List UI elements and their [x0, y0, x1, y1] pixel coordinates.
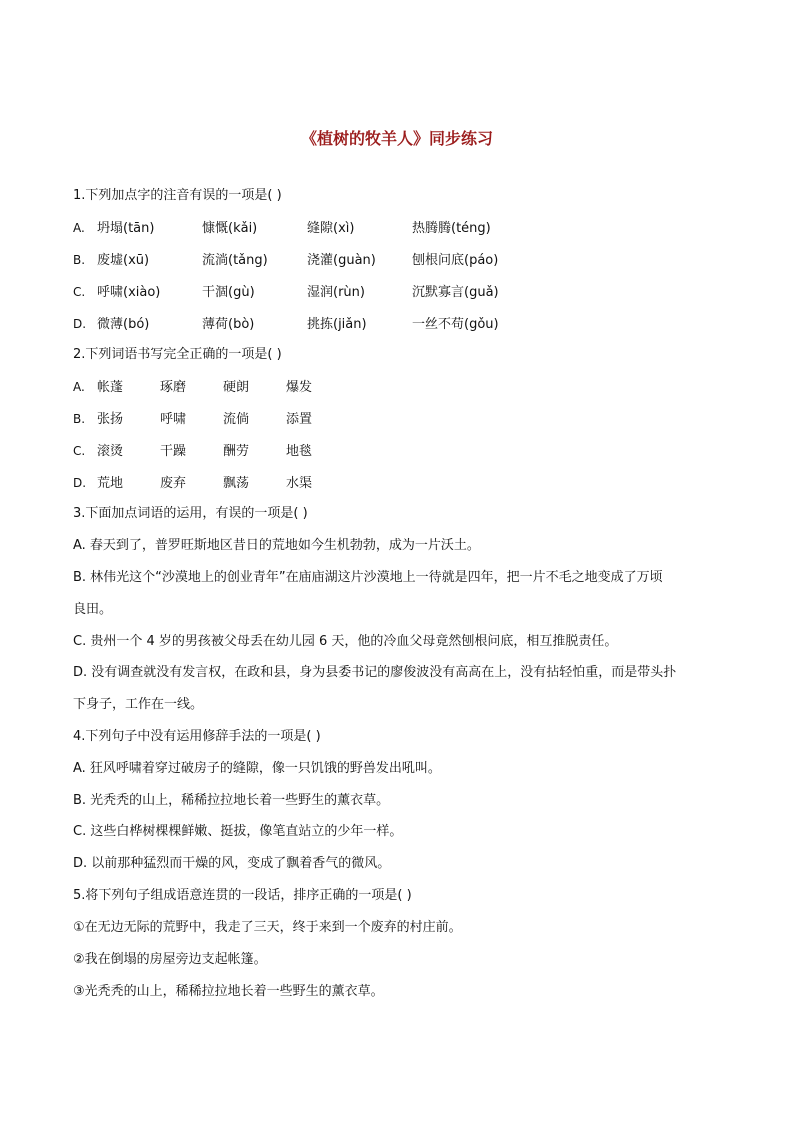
- question-4-option-d: D. 以前那种猛烈而干燥的风，变成了飘着香气的微风。: [73, 856, 391, 871]
- option-label: B.: [73, 253, 86, 267]
- option-item: 流倘: [223, 412, 250, 427]
- question-1-option-d: [73, 315, 499, 334]
- option-item: 水渠: [286, 476, 313, 491]
- option-label: C.: [73, 444, 86, 458]
- question-2-stem: 2.下列词语书写完全正确的一项是( ): [73, 347, 282, 362]
- question-2-option-c: [73, 442, 312, 461]
- option-item: 爆发: [286, 380, 313, 395]
- option-label: A.: [73, 221, 85, 235]
- question-3-option-b-line-1: B. 林伟光这个“沙漠地上的创业青年”在庙庙湖这片沙漠地上一待就是四年，把一片不毛之地变成了万顷: [73, 570, 663, 585]
- option-item: 酬劳: [223, 444, 250, 459]
- option-item: 热腾腾(téng): [412, 221, 491, 236]
- question-4-option-c: C. 这些白桦树棵棵鲜嫩、挺拔，像笔直站立的少年一样。: [73, 824, 403, 839]
- question-3-option-d-line-1: D. 没有调查就没有发言权，在政和县，身为县委书记的廖俊波没有高高在上，没有拈轻怕重，而是带头扑: [73, 665, 677, 680]
- option-item: 琢磨: [160, 380, 187, 395]
- option-item: 张扬: [97, 412, 124, 427]
- page-title: 《植树的牧羊人》同步练习: [300, 129, 493, 148]
- option-item: 地毯: [286, 444, 313, 459]
- question-1-option-b: [73, 251, 498, 270]
- question-2-option-d: [73, 474, 312, 493]
- question-3-stem: 3.下面加点词语的运用，有误的一项是( ): [73, 506, 308, 521]
- question-1-stem: 1.下列加点字的注音有误的一项是( ): [73, 188, 282, 203]
- option-item: 呼啸: [160, 412, 187, 427]
- option-item: 一丝不苟(gǒu): [412, 317, 499, 332]
- option-item: 硬朗: [223, 380, 250, 395]
- question-4-option-b: B. 光秃秃的山上，稀稀拉拉地长着一些野生的薰衣草。: [73, 793, 390, 808]
- question-3-option-d-line-2: 下身子，工作在一线。: [73, 697, 204, 712]
- option-item: 废弃: [160, 476, 187, 491]
- question-3-option-c: C. 贵州一个 4 岁的男孩被父母丢在幼儿园 6 天，他的冷血父母竟然刨根问底，相互推脱责任。: [73, 634, 618, 649]
- option-item: 废墟(xū): [97, 253, 150, 268]
- option-item: 缝隙(xì): [307, 221, 355, 236]
- option-item: 帐蓬: [97, 380, 124, 395]
- question-5-sentence-3: ③光秃秃的山上，稀稀拉拉地长着一些野生的薰衣草。: [73, 984, 384, 999]
- option-label: D.: [73, 476, 87, 490]
- option-label: A.: [73, 380, 85, 394]
- option-item: 干涸(gù): [202, 285, 255, 300]
- option-item: 干躁: [160, 444, 187, 459]
- question-5-sentence-1: ①在无边无际的荒野中，我走了三天，终于来到一个废弃的村庄前。: [73, 920, 462, 935]
- question-3-option-a: A. 春天到了，普罗旺斯地区昔日的荒地如今生机勃勃，成为一片沃土。: [73, 538, 480, 553]
- option-item: 湿润(rùn): [307, 285, 365, 300]
- option-item: 滚烫: [97, 444, 124, 459]
- option-label: D.: [73, 317, 87, 331]
- option-item: 荒地: [97, 476, 124, 491]
- option-item: 坍塌(tān): [97, 221, 155, 236]
- option-item: 挑拣(jiǎn): [307, 317, 367, 332]
- question-5-stem: 5.将下列句子组成语意连贯的一段话，排序正确的一项是( ): [73, 888, 412, 903]
- option-item: 呼啸(xiào): [97, 285, 161, 300]
- option-item: 浇灌(guàn): [307, 253, 376, 268]
- question-1-option-c: [73, 283, 499, 302]
- question-4-option-a: A. 狂风呼啸着穿过破房子的缝隙，像一只饥饿的野兽发出吼叫。: [73, 761, 441, 776]
- question-1-option-a: [73, 219, 491, 238]
- option-item: 薄荷(bò): [202, 317, 255, 332]
- question-5-sentence-2: ②我在倒塌的房屋旁边支起帐篷。: [73, 952, 267, 967]
- option-item: 添置: [286, 412, 313, 427]
- option-item: 沉默寡言(guǎ): [412, 285, 499, 300]
- option-item: 微薄(bó): [97, 317, 150, 332]
- question-3-option-b-line-2: 良田。: [73, 602, 113, 617]
- question-4-stem: 4.下列句子中没有运用修辞手法的一项是( ): [73, 729, 321, 744]
- option-item: 慷慨(kǎi): [202, 221, 258, 236]
- option-item: 流淌(tǎng): [202, 253, 268, 268]
- question-2-option-a: [73, 378, 312, 397]
- option-label: C.: [73, 285, 86, 299]
- option-label: B.: [73, 412, 86, 426]
- option-item: 刨根问底(páo): [412, 253, 499, 268]
- question-2-option-b: [73, 410, 312, 429]
- option-item: 飘荡: [223, 476, 250, 491]
